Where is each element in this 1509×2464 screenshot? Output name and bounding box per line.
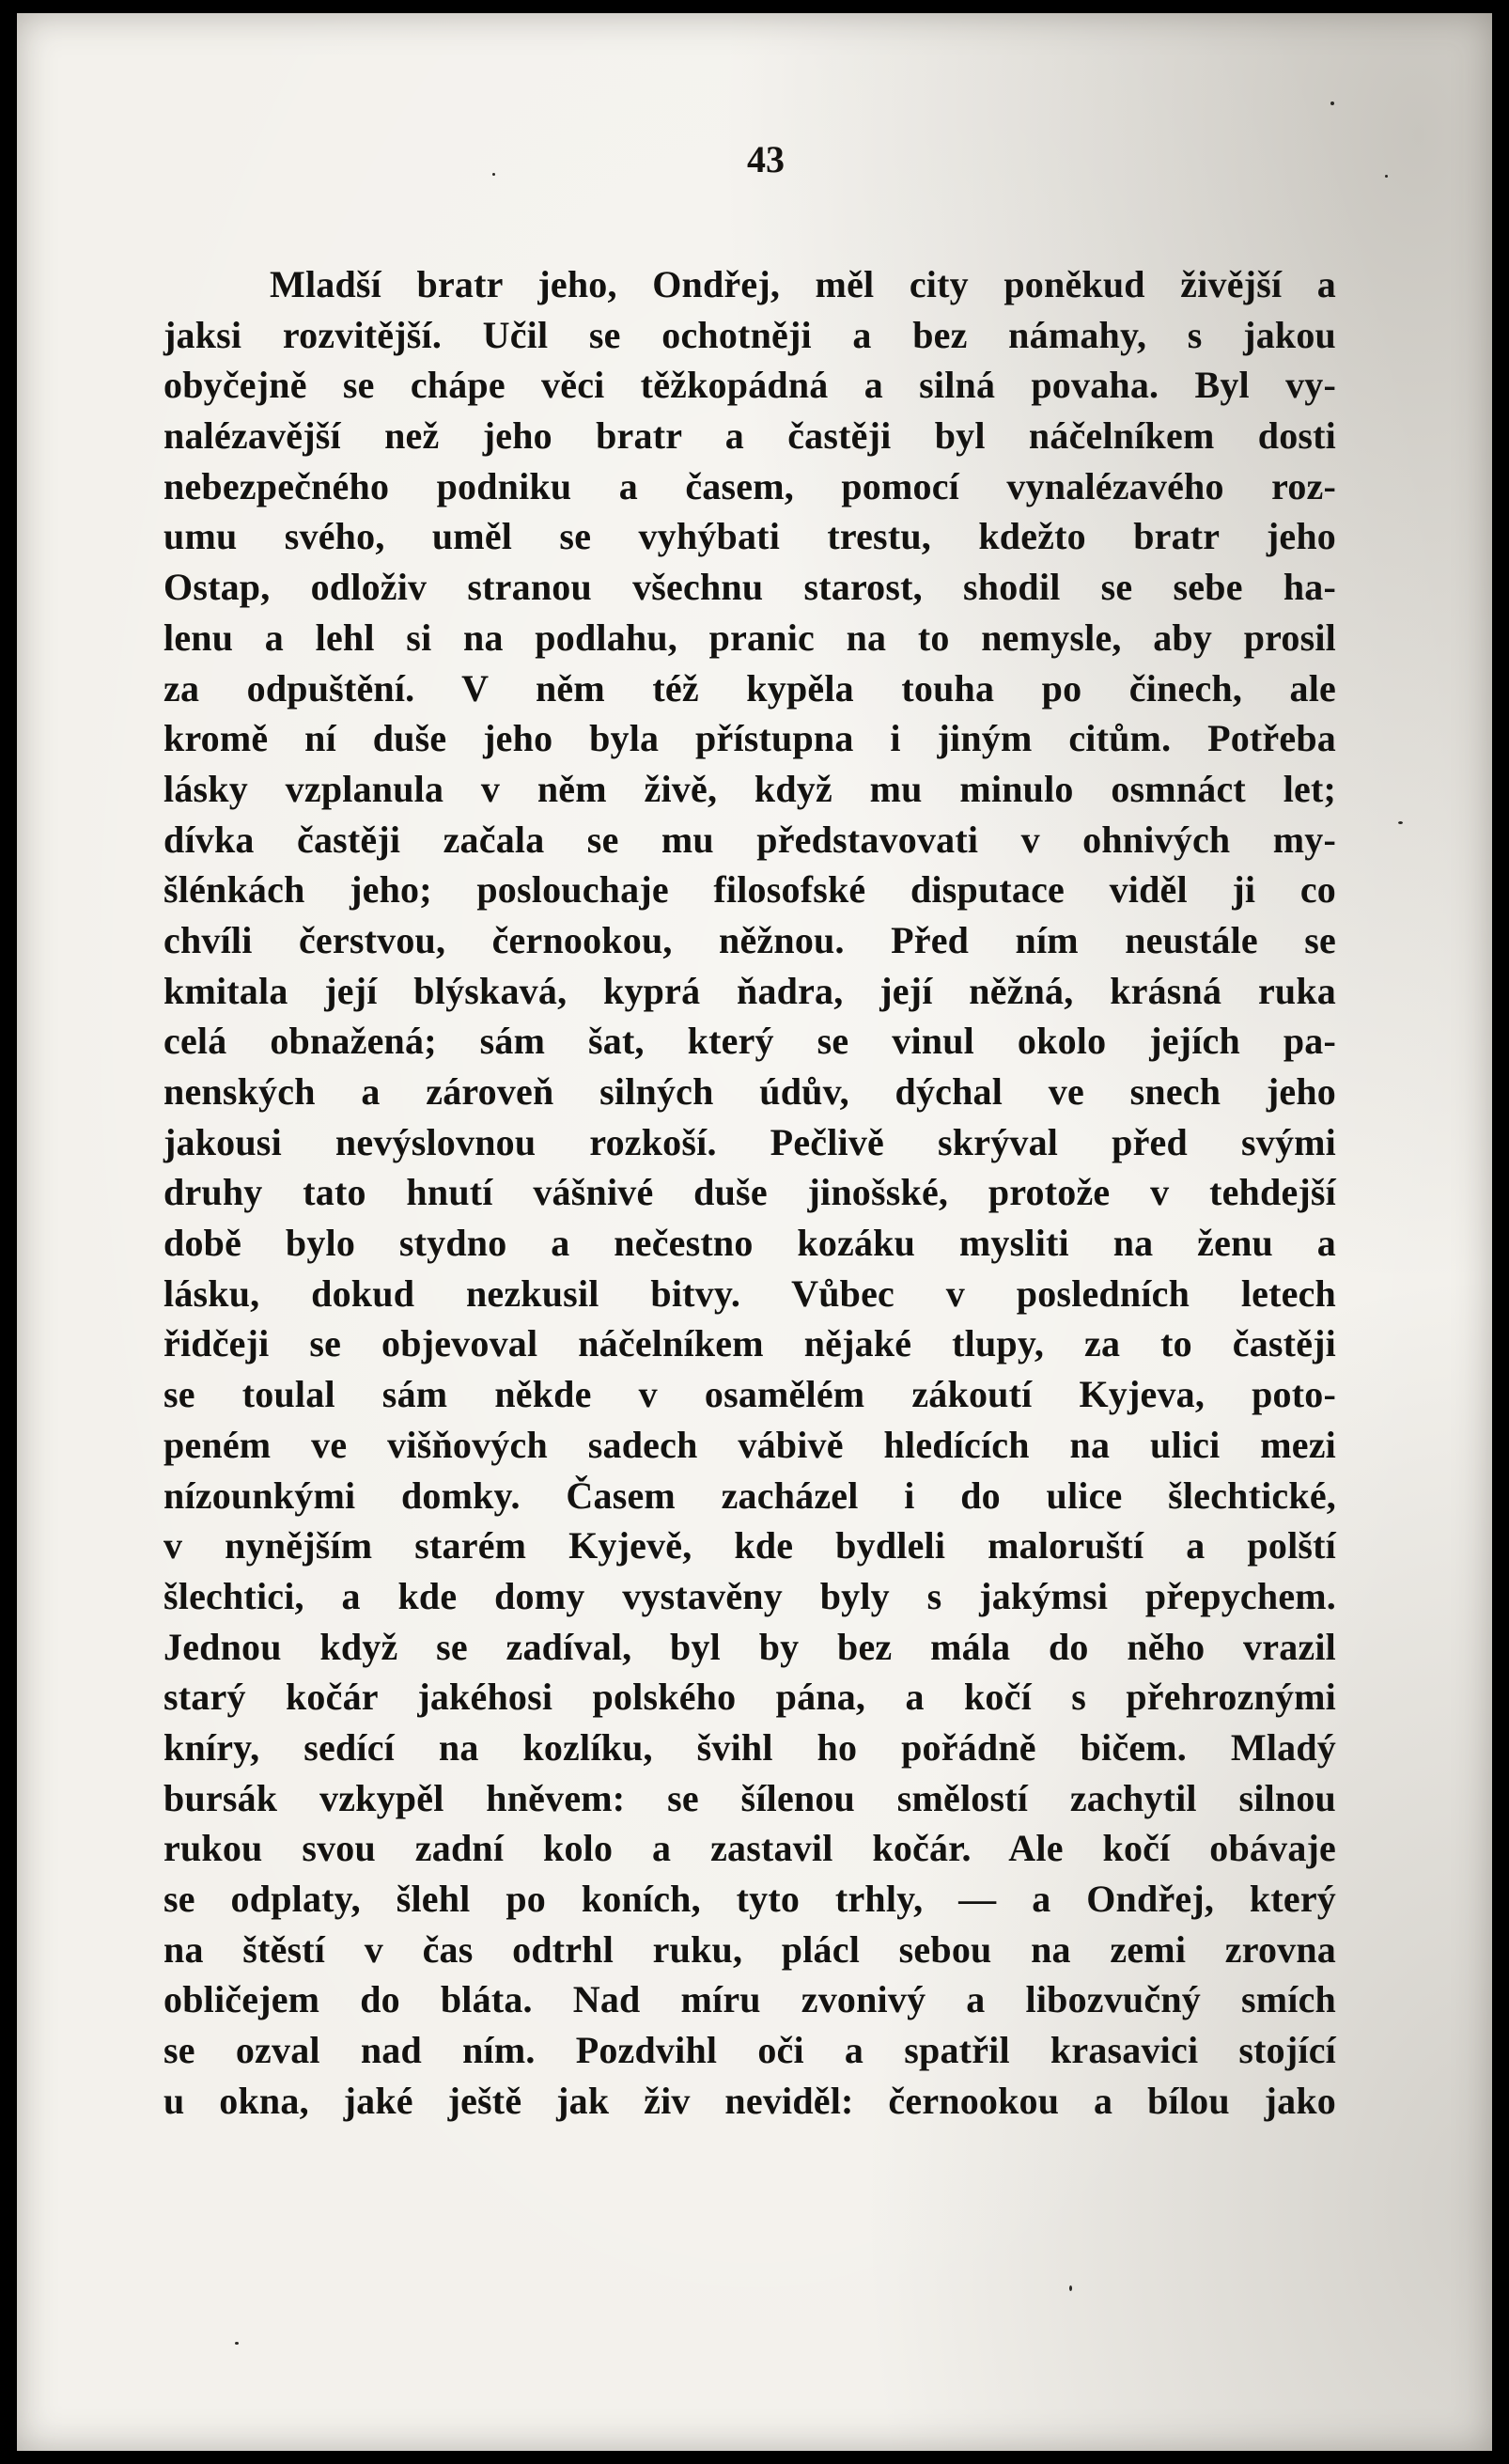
text-line: starý kočár jakéhosi polského pána, a kočí s přehroznými bbox=[163, 1676, 1336, 1719]
text-line: se ozval nad ním. Pozdvihl oči a spatřil krasavici stojící bbox=[163, 2029, 1336, 2072]
text-line: bursák vzkypěl hněvem: se šílenou smělostí zachytil silnou bbox=[163, 1776, 1336, 1819]
text-line: druhy tato hnutí vášnivé duše jinošské, protože v tehdejší bbox=[163, 1171, 1336, 1214]
text-line: lásky vzplanula v něm živě, když mu minulo osmnáct let; bbox=[163, 767, 1336, 810]
text-line: kromě ní duše jeho byla přístupna i jiným citům. Potřeba bbox=[163, 717, 1336, 760]
body-text bbox=[163, 259, 1336, 2126]
page-number: 43 bbox=[747, 138, 785, 180]
text-line: kmitala její blýskavá, kyprá ňadra, její něžná, krásná ruka bbox=[163, 969, 1336, 1012]
scan-speck bbox=[1330, 101, 1334, 105]
text-line: za odpuštění. V něm též kypěla touha po činech, ale bbox=[163, 666, 1336, 710]
text-line: nalézavější než jeho bratr a častěji byl náčelníkem dosti bbox=[163, 414, 1336, 458]
scan-speck bbox=[492, 173, 495, 176]
text-line: celá obnažená; sám šat, který se vinul okolo jejích pa- bbox=[163, 1020, 1336, 1063]
text-line: lenu a lehl si na podlahu, pranic na to nemysle, aby prosil bbox=[163, 616, 1336, 659]
text-line: nenských a zároveň silných údův, dýchal ve snech jeho bbox=[163, 1070, 1336, 1113]
text-line: dívka častěji začala se mu představovati v ohnivých my- bbox=[163, 818, 1336, 861]
text-line: nízounkými domky. Časem zacházel i do ulice šlechtické, bbox=[163, 1474, 1336, 1517]
text-line: umu svého, uměl se vyhýbati trestu, kdežto bratr jeho bbox=[163, 515, 1336, 558]
text-line: době bylo stydno a nečestno kozáku mysliti na ženu a bbox=[163, 1222, 1336, 1265]
text-line: lásku, dokud nezkusil bitvy. Vůbec v posledních letech bbox=[163, 1271, 1336, 1315]
scan-speck bbox=[1398, 821, 1403, 824]
scan-speck bbox=[235, 2342, 239, 2345]
scan-speck bbox=[1069, 2285, 1072, 2291]
scan-speck bbox=[1385, 175, 1388, 178]
text-line: řidčeji se objevoval náčelníkem nějaké tlupy, za to častěji bbox=[163, 1322, 1336, 1365]
book-page bbox=[17, 13, 1492, 2451]
text-line: jaksi rozvitější. Učil se ochotněji a bez námahy, s jakou bbox=[163, 313, 1336, 356]
text-line: rukou svou zadní kolo a zastavil kočár. Ale kočí obávaje bbox=[163, 1827, 1336, 1870]
text-line: šlénkách jeho; poslouchaje filosofské disputace viděl ji co bbox=[163, 868, 1336, 912]
text-line: Jednou když se zadíval, byl by bez mála do něho vrazil bbox=[163, 1625, 1336, 1668]
text-line: chvíli čerstvou, černookou, něžnou. Před ním neustále se bbox=[163, 918, 1336, 961]
text-line: u okna, jaké ještě jak živ neviděl: černookou a bílou jako bbox=[163, 2079, 1336, 2122]
text-line: se odplaty, šlehl po koních, tyto trhly, — a Ondřej, který bbox=[163, 1878, 1336, 1920]
text-line: obličejem do bláta. Nad míru zvonivý a libozvučný smích bbox=[163, 1978, 1336, 2021]
text-line: Mladší bratr jeho, Ondřej, měl city poněkud živější a bbox=[270, 263, 1336, 305]
text-line: peném ve višňových sadech vábivě hledících na ulici mezi bbox=[163, 1423, 1336, 1466]
text-line: v nynějším starém Kyjevě, kde bydleli maloruští a polští bbox=[163, 1524, 1336, 1567]
text-line: kníry, sedící na kozlíku, švihl ho pořádně bičem. Mladý bbox=[163, 1725, 1336, 1769]
text-line: se toulal sám někde v osamělém zákoutí Kyjeva, poto- bbox=[163, 1373, 1336, 1416]
text-line: na štěstí v čas odtrhl ruku, plácl sebou na zemi zrovna bbox=[163, 1927, 1336, 1971]
text-line: nebezpečného podniku a časem, pomocí vynalézavého roz- bbox=[163, 464, 1336, 507]
text-line: jakousi nevýslovnou rozkoší. Pečlivě skrýval před svými bbox=[163, 1120, 1336, 1163]
text-line: Ostap, odloživ stranou všechnu starost, shodil se sebe ha- bbox=[163, 566, 1336, 609]
text-line: obyčejně se chápe věci těžkopádná a silná povaha. Byl vy- bbox=[163, 364, 1336, 407]
text-line: šlechtici, a kde domy vystavěny byly s jakýmsi přepychem. bbox=[163, 1574, 1336, 1617]
